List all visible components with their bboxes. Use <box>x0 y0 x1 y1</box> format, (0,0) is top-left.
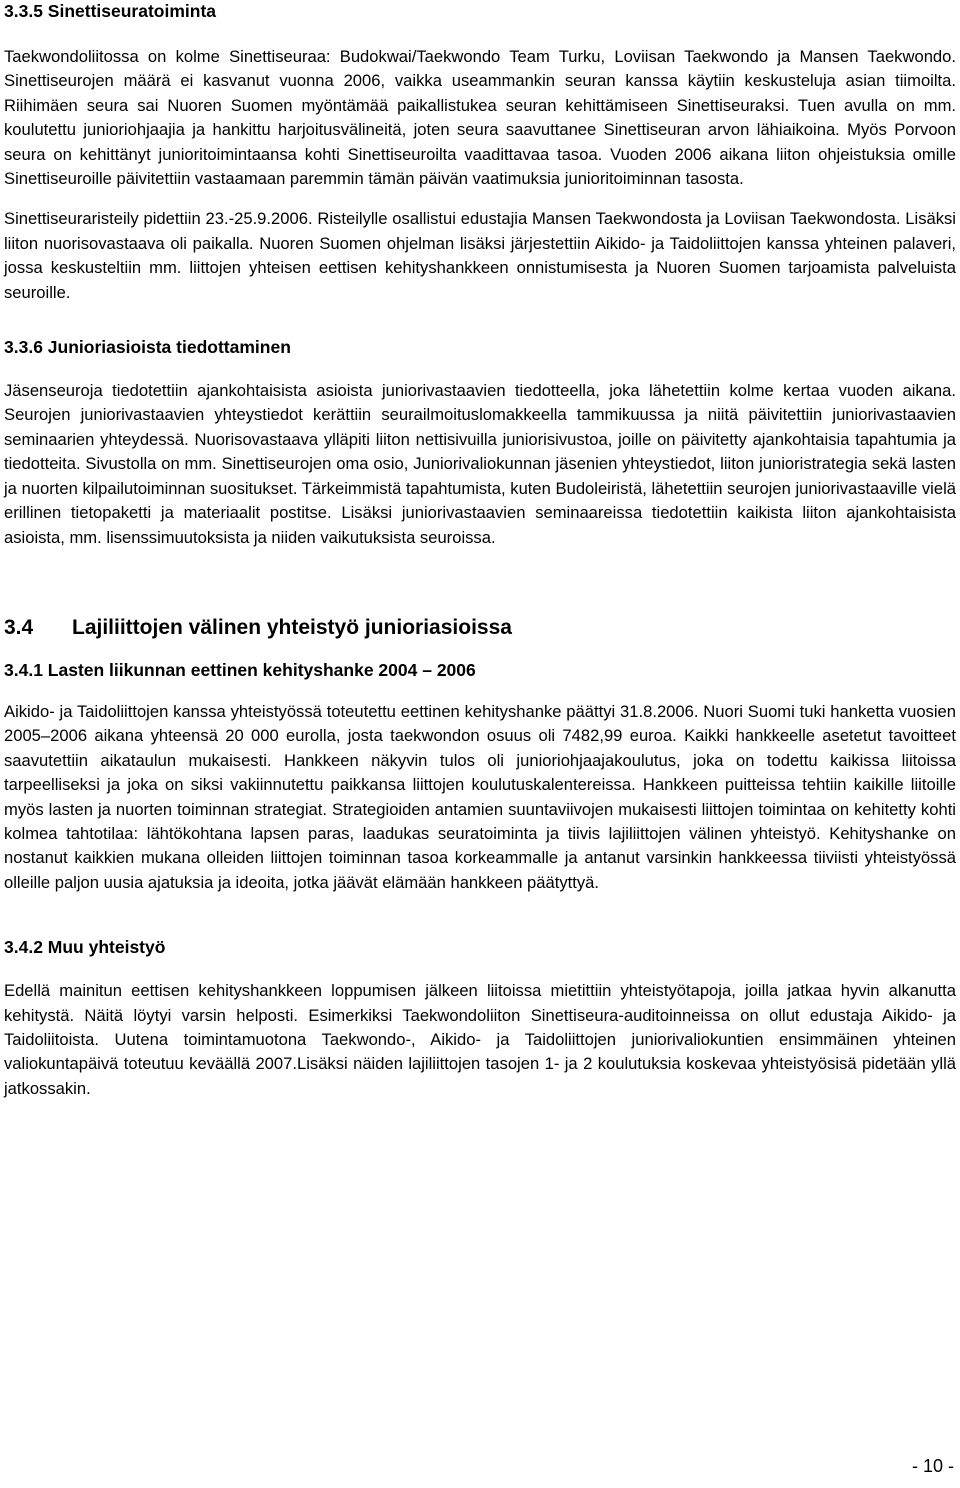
section-heading-3-4 <box>4 614 956 642</box>
section-number: 3.4 <box>4 615 34 639</box>
section-heading-3-3-6: 3.3.6 Junioriasioista tiedottaminen <box>4 337 291 358</box>
section-title: Lajiliittojen välinen yhteistyö junioriasioissa <box>72 615 512 639</box>
page-number: - 10 - <box>911 1456 954 1476</box>
paragraph-muu-yhteistyo: Edellä mainitun eettisen kehityshankkeen loppumisen jälkeen liitoissa mietittiin yhteistyötapoja, joilla jatkaa hyvin alkanutta kehitystä. Näitä löytyi varsin helposti. Esimerkiksi Taekwondoliiton Sinettiseura-auditoinneissa on ollut edustaja Aikido- ja Taidoliitoista. Uutena toimintamuotona Taekwondo-, Aikido- ja Taidoliittojen juniorivaliokuntien ensimmäinen yhteinen valiokuntapäivä toteutuu keväällä 2007.Lisäksi näiden lajiliittojen tasojen 1- ja 2 koulutuksia koskevaa yhteistyösisä pidetään yllä jatkossakin. <box>4 981 956 1098</box>
paragraph-sinettiseurat: Taekwondoliitossa on kolme Sinettiseuraa: Budokwai/Taekwondo Team Turku, Loviisan Taekwondo ja Mansen Taekwondo. Sinettiseurojen määrä ei kasvanut vuonna 2006, vaikka useammankin seuran kanssa käytiin keskusteluja asian tiimoilta. Riihimäen seura sai Nuoren Suomen myöntämää paikallistukea seuran kehittämiseen Sinettiseuraksi. Tuen avulla on mm. koulutettu junioriohjaajia ja hankittu harjoitusvälineitä, joten seura saavuttanee Sinettiseuran arvon lähiaikoina. Myös Porvoon seura on kehittänyt junioritoimintaansa kohti Sinettiseuroilta vaadittavaa tasoa. Vuoden 2006 aikana liiton ohjeistuksia omille Sinettiseuroille päivitettiin vastaamaan paremmin tämän päivän vaatimuksia junioritoiminnan tasosta. <box>4 47 956 189</box>
paragraph-risteily: Sinettiseuraristeily pidettiin 23.-25.9.2006. Risteilylle osallistui edustajia Mansen Taekwondosta ja Loviisan Taekwondosta. Lisäksi liiton nuorisovastaava oli paikalla. Nuoren Suomen ohjelman lisäksi järjestettiin Aikido- ja Taidoliittojen kanssa yhteinen palaveri, jossa keskusteltiin mm. liittojen yhteisen eettisen kehityshankkeen onnistumisesta ja Nuoren Suomen tarjoamista palveluista seuroille. <box>4 209 956 302</box>
section-heading-3-4-1: 3.4.1 Lasten liikunnan eettinen kehityshanke 2004 – 2006 <box>4 659 476 680</box>
paragraph-tiedottaminen: Jäsenseuroja tiedotettiin ajankohtaisista asioista juniorivastaavien tiedotteella, joka lähetettiin kolme kertaa vuoden aikana. Seurojen juniorivastaavien yhteystiedot kerättiin seurailmoituslomakkeella tammikuussa ja niitä päivitettiin juniorivastaavien seminaarien yhteydessä. Nuorisovastaava ylläpiti liiton nettisivuilla juniorisivustoa, joille on päivitetty ajankohtaisia tapahtumia ja tiedotteita. Sivustolla on mm. Sinettiseurojen oma osio, Juniorivaliokunnan jäsenien yhteystiedot, liiton junioristrategia sekä lasten ja nuorten kilpailutoiminnan suositukset. Tärkeimmistä tapahtumista, kuten Budoleiristä, lähetettiin seurojen juniorivastaaville vielä erillinen tietopaketti ja materiaalit postitse. Lisäksi juniorivastaavien seminaareissa tiedotettiin kaikista liiton ajankohtaisista asioista, mm. lisenssimuutoksista ja niiden vaikutuksista seuroissa. <box>4 381 956 547</box>
paragraph-eettinen-kehityshanke: Aikido- ja Taidoliittojen kanssa yhteistyössä toteutettu eettinen kehityshanke päättyi 31.8.2006. Nuori Suomi tuki hanketta vuosien 2005–2006 aikana yhteensä 20 000 eurolla, josta taekwondon osuus oli 7482,99 euroa. Kaikki hankkeelle asetetut tavoitteet saavutettiin aikataulun mukaisesti. Hankkeen näkyvin tulos oli junioriohjaajakoulutus, joka on todettu kaikissa liitoissa tarpeelliseksi ja joka on siksi vakiinnutettu paikkansa liittojen koulutuskalentereissa. Hankkeen puitteissa tehtiin kaikille liitoille myös lasten ja nuorten toiminnan strategiat. Strategioiden antamien suuntaviivojen mukaisesti liittojen toimintaa on kehitetty kohti kolmea tahtotilaa: lähtökohtana lapsen paras, laadukas seuratoiminta ja tiivis lajiliittojen välinen yhteistyö. Kehityshanke on nostanut kaikkien mukana olleiden liittojen toiminnan tasoa korkeammalle ja antanut varsinkin hankkeessa tiiviisti yhteistyössä olleille paljon uusia ajatuksia ja ideoita, jotka jäävät elämään hankkeen päätyttyä. <box>4 701 956 892</box>
section-heading-3-3-5: 3.3.5 Sinettiseuratoiminta <box>4 1 217 21</box>
section-heading-3-4-2: 3.4.2 Muu yhteistyö <box>4 937 166 958</box>
